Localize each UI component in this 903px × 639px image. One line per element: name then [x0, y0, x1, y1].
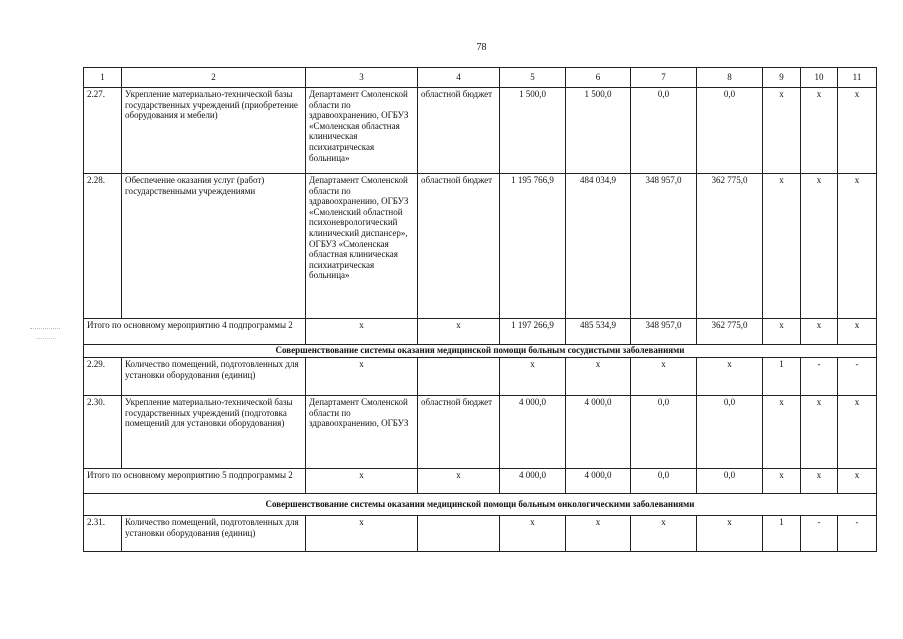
executor: Департамент Смоленской области по здравоохранению, ОГБУЗ «Смоленский областной психоневрологический клинический диспансер», ОГБУЗ «Смоленская областная клиническая психиатрическая больница»: [306, 174, 418, 319]
header-cell: 4: [418, 68, 500, 88]
subtotal-indicator-3: х: [838, 319, 877, 345]
funding-source: областной бюджет: [418, 88, 500, 174]
amount-year-2: 348 957,0: [631, 174, 697, 319]
subtotal-executor: х: [306, 469, 418, 494]
table-row: [84, 396, 877, 469]
header-cell: 6: [566, 68, 631, 88]
section-title-vascular: Совершенствование системы оказания медицинской помощи больным сосудистыми заболеваниями: [84, 345, 877, 358]
subtotal-indicator-1: х: [763, 469, 801, 494]
row-number: 2.28.: [84, 174, 122, 319]
subtotal-year-1: 485 534,9: [566, 319, 631, 345]
subtotal-year-3: 0,0: [697, 469, 763, 494]
subtotal-total: 1 197 266,9: [500, 319, 566, 345]
subtotal-year-1: 4 000,0: [566, 469, 631, 494]
subtotal-indicator-2: х: [801, 469, 838, 494]
indicator-2: х: [801, 88, 838, 174]
amount-total: 1 500,0: [500, 88, 566, 174]
subtotal-total: 4 000,0: [500, 469, 566, 494]
table-row: [84, 516, 877, 552]
table-row: [84, 358, 877, 396]
amount-year-3: х: [697, 358, 763, 396]
program-activities-table: [83, 67, 877, 552]
amount-total: х: [500, 516, 566, 552]
table-row: [84, 174, 877, 319]
indicator-3: х: [838, 88, 877, 174]
row-number: 2.30.: [84, 396, 122, 469]
header-cell: 9: [763, 68, 801, 88]
amount-year-3: 0,0: [697, 88, 763, 174]
header-cell: 2: [122, 68, 306, 88]
header-cell: 11: [838, 68, 877, 88]
subtotal-year-3: 362 775,0: [697, 319, 763, 345]
header-cell: 3: [306, 68, 418, 88]
amount-year-2: х: [631, 516, 697, 552]
table-row: [84, 88, 877, 174]
indicator-1: х: [763, 174, 801, 319]
amount-year-2: 0,0: [631, 88, 697, 174]
page-number: 78: [476, 42, 487, 53]
row-number: 2.27.: [84, 88, 122, 174]
executor: Департамент Смоленской области по здравоохранению, ОГБУЗ: [306, 396, 418, 469]
executor: х: [306, 516, 418, 552]
subtotal-year-2: 0,0: [631, 469, 697, 494]
row-number: 2.29.: [84, 358, 122, 396]
indicator-3: -: [838, 358, 877, 396]
amount-year-3: 0,0: [697, 396, 763, 469]
amount-year-1: 484 034,9: [566, 174, 631, 319]
funding-source: [418, 516, 500, 552]
amount-year-1: х: [566, 358, 631, 396]
indicator-1: 1: [763, 516, 801, 552]
column-number-header-row: [84, 68, 877, 88]
funding-source: [418, 358, 500, 396]
activity-name: Укрепление материально-технической базы государственных учреждений (подготовка помещений для установки оборудования): [122, 396, 306, 469]
amount-year-3: 362 775,0: [697, 174, 763, 319]
indicator-2: -: [801, 516, 838, 552]
section-header-row: [84, 345, 877, 358]
indicator-name: Количество помещений, подготовленных для установки оборудования (единиц): [122, 358, 306, 396]
margin-scan-mark: [30, 328, 60, 330]
amount-year-1: 4 000,0: [566, 396, 631, 469]
indicator-1: 1: [763, 358, 801, 396]
subtotal-indicator-1: х: [763, 319, 801, 345]
amount-total: х: [500, 358, 566, 396]
indicator-name: Количество помещений, подготовленных для установки оборудования (единиц): [122, 516, 306, 552]
subtotal-label: Итого по основному мероприятию 5 подпрограммы 2: [84, 469, 306, 494]
margin-scan-mark: [36, 338, 56, 340]
indicator-2: х: [801, 174, 838, 319]
subtotal-year-2: 348 957,0: [631, 319, 697, 345]
amount-total: 4 000,0: [500, 396, 566, 469]
activity-name: Обеспечение оказания услуг (работ) государственными учреждениями: [122, 174, 306, 319]
activity-name: Укрепление материально-технической базы государственных учреждений (приобретение оборудования и мебели): [122, 88, 306, 174]
funding-source: областной бюджет: [418, 396, 500, 469]
amount-year-1: 1 500,0: [566, 88, 631, 174]
indicator-1: х: [763, 88, 801, 174]
section-header-row: [84, 494, 877, 516]
header-cell: 10: [801, 68, 838, 88]
row-number: 2.31.: [84, 516, 122, 552]
executor: Департамент Смоленской области по здравоохранению, ОГБУЗ «Смоленская областная клиническая психиатрическая больница»: [306, 88, 418, 174]
amount-total: 1 195 766,9: [500, 174, 566, 319]
indicator-3: х: [838, 396, 877, 469]
indicator-3: х: [838, 174, 877, 319]
subtotal-row: [84, 469, 877, 494]
amount-year-3: х: [697, 516, 763, 552]
indicator-2: х: [801, 396, 838, 469]
amount-year-1: х: [566, 516, 631, 552]
header-cell: 8: [697, 68, 763, 88]
funding-source: областной бюджет: [418, 174, 500, 319]
subtotal-source: х: [418, 319, 500, 345]
subtotal-indicator-2: х: [801, 319, 838, 345]
subtotal-row: [84, 319, 877, 345]
indicator-3: -: [838, 516, 877, 552]
subtotal-executor: х: [306, 319, 418, 345]
section-title-oncology: Совершенствование системы оказания медицинской помощи больным онкологическими заболеваниями: [84, 494, 877, 516]
indicator-2: -: [801, 358, 838, 396]
header-cell: 1: [84, 68, 122, 88]
subtotal-source: х: [418, 469, 500, 494]
header-cell: 7: [631, 68, 697, 88]
amount-year-2: 0,0: [631, 396, 697, 469]
indicator-1: х: [763, 396, 801, 469]
subtotal-label: Итого по основному мероприятию 4 подпрограммы 2: [84, 319, 306, 345]
executor: х: [306, 358, 418, 396]
subtotal-indicator-3: х: [838, 469, 877, 494]
header-cell: 5: [500, 68, 566, 88]
amount-year-2: х: [631, 358, 697, 396]
